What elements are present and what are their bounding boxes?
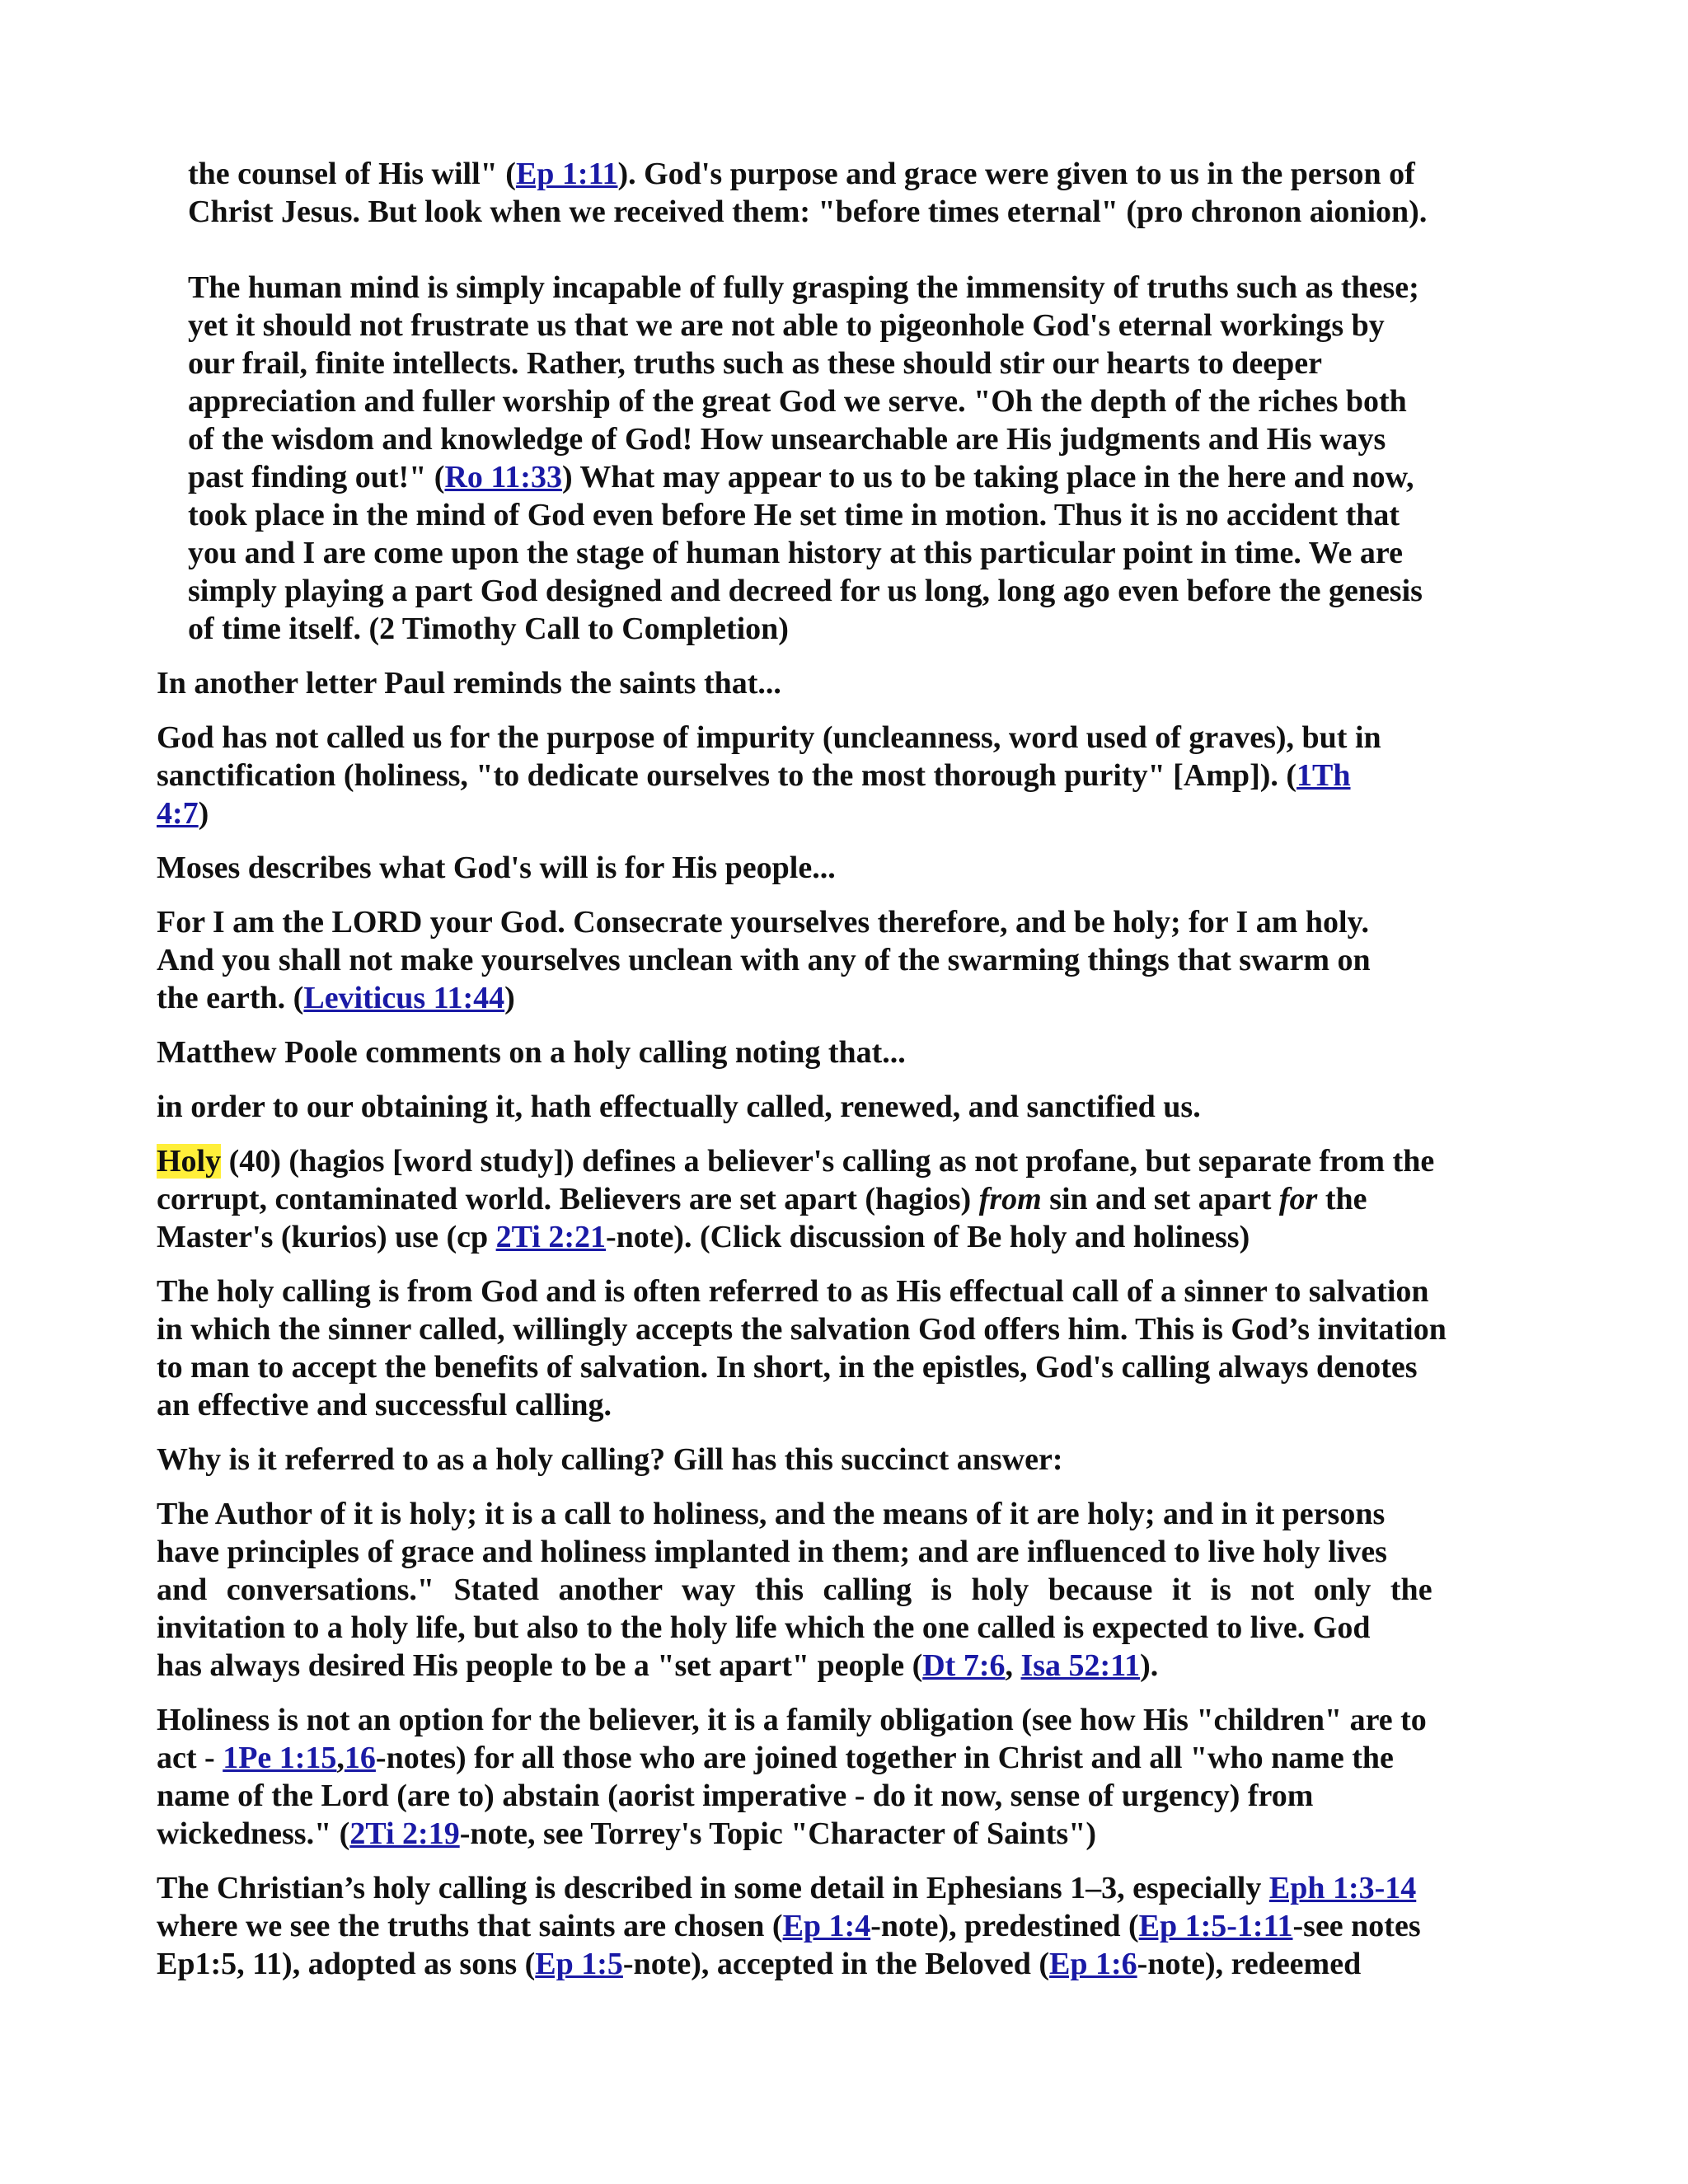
text-span: ) What may appear to us to be taking place in the here and now, xyxy=(561,460,1414,494)
text-span: corrupt, contaminated world. Believers are set apart (hagios) xyxy=(157,1182,979,1216)
text-line: an effective and successful calling. xyxy=(157,1388,612,1422)
text-line: For I am the LORD your God. Consecrate yourselves therefore, and be holy; for I am holy. xyxy=(157,905,1370,940)
scripture-link-ep-1-11[interactable]: Ep 1:11 xyxy=(515,157,618,191)
text-line xyxy=(188,458,1541,496)
text-line: appreciation and fuller worship of the great God we serve. "Oh the depth of the riches both xyxy=(188,384,1407,419)
text-span: past finding out!" ( xyxy=(188,460,445,494)
quote-block-gill xyxy=(157,1495,1541,1685)
text-span: act - xyxy=(157,1741,223,1775)
paragraph-gill: Why is it referred to as a holy calling? Gill has this succinct answer: xyxy=(157,1442,1063,1477)
text-line: God has not called us for the purpose of impurity (uncleanness, word used of graves), but in xyxy=(157,720,1381,755)
paragraph-holy xyxy=(157,1142,1541,1256)
text-line: The human mind is simply incapable of fully grasping the immensity of truths such as these; xyxy=(188,270,1419,305)
text-span: the earth. ( xyxy=(157,981,304,1015)
quote-poole: in order to our obtaining it, hath effectually called, renewed, and sanctified us. xyxy=(157,1090,1201,1124)
text-line xyxy=(157,1180,1541,1218)
text-span: Master's (kurios) use (cp xyxy=(157,1220,496,1254)
text-line: Christ Jesus. But look when we received them: "before times eternal" (pro chronon aionion). xyxy=(188,194,1428,229)
text-line: to man to accept the benefits of salvation. In short, in the epistles, God's calling always denotes xyxy=(157,1350,1418,1385)
text-line: our frail, finite intellects. Rather, truths such as these should stir our hearts to deeper xyxy=(188,346,1323,381)
text-span: ). xyxy=(1140,1648,1159,1683)
highlighted-word: Holy xyxy=(157,1144,222,1179)
text-line xyxy=(157,1815,1541,1853)
text-span: ). God's purpose and grace were given to us in the person of xyxy=(617,157,1415,191)
text-line xyxy=(157,1869,1541,1907)
text-span: where we see the truths that saints are chosen ( xyxy=(157,1909,783,1943)
text-line: in which the sinner called, willingly accepts the salvation God offers him. This is God’s invitation xyxy=(157,1312,1447,1347)
text-span: ) xyxy=(504,981,515,1015)
text-line xyxy=(157,757,1541,794)
text-span: wickedness." ( xyxy=(157,1816,350,1851)
text-span: -note, see Torrey's Topic "Character of Saints") xyxy=(459,1816,1096,1851)
blank-line xyxy=(188,231,1541,269)
text-span: Ep1:5, 11), adopted as sons ( xyxy=(157,1947,536,1981)
scripture-link-ep-1-6[interactable]: Ep 1:6 xyxy=(1049,1947,1137,1981)
scripture-link-eph-1-3-14[interactable]: Eph 1:3-14 xyxy=(1268,1871,1417,1905)
text-line xyxy=(157,979,1541,1017)
text-line: name of the Lord (are to) abstain (aorist imperative - do it now, sense of urgency) from xyxy=(157,1779,1314,1813)
scripture-link-isa-52-11[interactable]: Isa 52:11 xyxy=(1020,1648,1141,1683)
paragraph-holiness xyxy=(157,1701,1541,1853)
text-line: And you shall not make yourselves unclean with any of the swarming things that swarm on xyxy=(157,943,1371,977)
text-line xyxy=(188,155,1541,193)
text-line: simply playing a part God designed and decreed for us long, long ago even before the genesis xyxy=(188,574,1423,608)
scripture-link-2ti-2-19[interactable]: 2Ti 2:19 xyxy=(349,1816,460,1851)
text-line xyxy=(157,1218,1541,1256)
text-line: The Author of it is holy; it is a call to holiness, and the means of it are holy; and in it persons xyxy=(157,1497,1386,1531)
italic-word: from xyxy=(978,1182,1042,1216)
scripture-link-1pe-1-16[interactable]: 16 xyxy=(344,1741,376,1775)
paragraph-poole: Matthew Poole comments on a holy calling noting that... xyxy=(157,1035,906,1070)
text-span: -note), accepted in the Beloved ( xyxy=(622,1947,1050,1981)
text-span: , xyxy=(336,1741,345,1775)
text-span: , xyxy=(1005,1648,1021,1683)
text-line: of time itself. (2 Timothy Call to Completion) xyxy=(188,612,789,646)
text-line xyxy=(157,1907,1541,1945)
scripture-link-ro-11-33[interactable]: Ro 11:33 xyxy=(444,460,562,494)
paragraph-calling xyxy=(157,1272,1541,1424)
text-span: sanctification (holiness, "to dedicate ourselves to the most thorough purity" [Amp]). ( xyxy=(157,758,1297,793)
text-span: the xyxy=(1317,1182,1367,1216)
text-line: have principles of grace and holiness implanted in them; and are influenced to live holy lives xyxy=(157,1535,1387,1569)
text-line xyxy=(157,794,1541,832)
scripture-link-lev-11-44[interactable]: Leviticus 11:44 xyxy=(303,981,505,1015)
text-line: Holiness is not an option for the believer, it is a family obligation (see how His "children" are to xyxy=(157,1703,1427,1737)
text-span: -note). (Click discussion of Be holy and holiness) xyxy=(606,1220,1250,1254)
text-span: has always desired His people to be a "set apart" people ( xyxy=(157,1648,923,1683)
text-span: the counsel of His will" ( xyxy=(188,157,516,191)
text-line: took place in the mind of God even before He set time in motion. Thus it is no accident that xyxy=(188,498,1400,532)
text-line: yet it should not frustrate us that we are not able to pigeonhole God's eternal workings by xyxy=(188,308,1385,343)
scripture-link-2ti-2-21[interactable]: 2Ti 2:21 xyxy=(495,1220,606,1254)
quote-block-1 xyxy=(188,155,1541,648)
scripture-link-ep-1-5-11[interactable]: Ep 1:5-1:11 xyxy=(1138,1909,1293,1943)
text-line xyxy=(157,1739,1541,1777)
text-line: and conversations." Stated another way this calling is holy because it is not only the xyxy=(157,1572,1432,1607)
text-span: (40) (hagios [word study]) defines a believer's calling as not profane, but separate from the xyxy=(221,1144,1435,1179)
text-line xyxy=(157,1945,1541,1983)
text-span: -note), predestined ( xyxy=(870,1909,1139,1943)
text-span: -notes) for all those who are joined together in Christ and all "who name the xyxy=(375,1741,1394,1775)
text-span: ) xyxy=(198,796,209,831)
text-span: sin and set apart xyxy=(1041,1182,1279,1216)
quote-block-leviticus xyxy=(157,903,1541,1017)
text-span: The Christian’s holy calling is described in some detail in Ephesians 1–3, especially xyxy=(157,1871,1269,1905)
quote-block-1th xyxy=(157,719,1541,832)
scripture-link-1th-4-7[interactable]: 1Th xyxy=(1296,758,1351,793)
paragraph-moses: Moses describes what God's will is for His people... xyxy=(157,851,836,885)
document-page xyxy=(157,155,1541,1999)
text-line: invitation to a holy life, but also to the holy life which the one called is expected to live. God xyxy=(157,1610,1371,1645)
scripture-link-ep-1-5[interactable]: Ep 1:5 xyxy=(535,1947,623,1981)
text-line: of the wisdom and knowledge of God! How unsearchable are His judgments and His ways xyxy=(188,422,1386,457)
text-span: -see notes xyxy=(1292,1909,1421,1943)
scripture-link-1pe-1-15[interactable]: 1Pe 1:15 xyxy=(223,1741,337,1775)
text-line xyxy=(157,1647,1541,1685)
text-line: you and I are come upon the stage of human history at this particular point in time. We are xyxy=(188,536,1403,570)
scripture-link-ep-1-4[interactable]: Ep 1:4 xyxy=(782,1909,871,1943)
text-span: -note), redeemed xyxy=(1137,1947,1362,1981)
text-line: The holy calling is from God and is often referred to as His effectual call of a sinner to salvation xyxy=(157,1274,1429,1309)
scripture-link-dt-7-6[interactable]: Dt 7:6 xyxy=(922,1648,1006,1683)
scripture-link-1th-4-7-cont[interactable]: 4:7 xyxy=(157,796,199,831)
text-line xyxy=(157,1142,1541,1180)
paragraph-paul: In another letter Paul reminds the saints that... xyxy=(157,666,781,701)
paragraph-ephesians xyxy=(157,1869,1541,1983)
italic-word: for xyxy=(1278,1182,1318,1216)
